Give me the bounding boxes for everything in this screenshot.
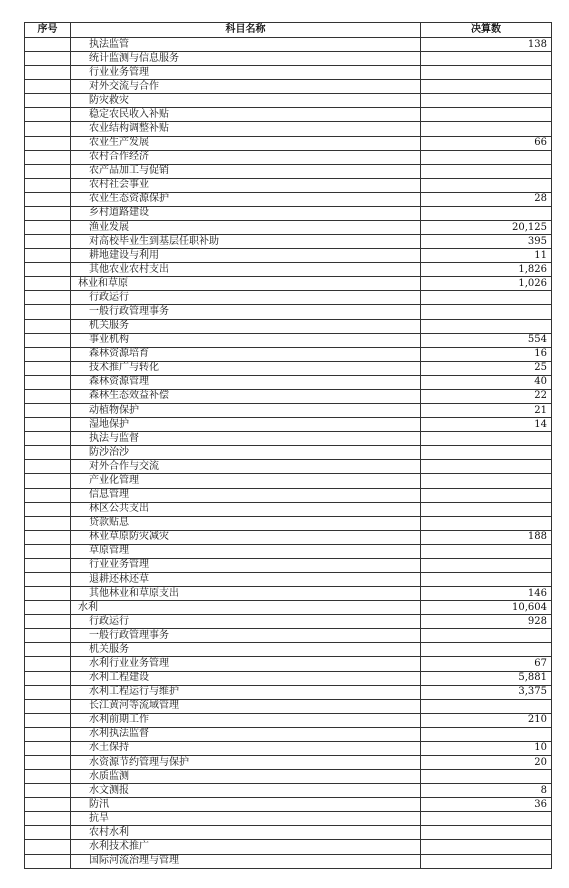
subject-name-cell: 水资源节约管理与保护 xyxy=(71,755,421,769)
table-row xyxy=(25,615,552,629)
final-amount-cell: 14 xyxy=(421,418,552,432)
subject-name-cell: 执法与监督 xyxy=(71,432,421,446)
subject-name-cell: 农村水利 xyxy=(71,826,421,840)
row-index-cell xyxy=(25,474,71,488)
subject-name-cell: 湿地保护 xyxy=(71,418,421,432)
table-row xyxy=(25,418,552,432)
final-amount-cell: 554 xyxy=(421,333,552,347)
table-row xyxy=(25,277,552,291)
row-index-cell xyxy=(25,150,71,164)
subject-name-cell: 执法监管 xyxy=(71,38,421,52)
final-amount-cell xyxy=(421,94,552,108)
final-amount-cell xyxy=(421,727,552,741)
row-index-cell xyxy=(25,840,71,854)
row-index-cell xyxy=(25,685,71,699)
row-index-cell xyxy=(25,615,71,629)
table-row xyxy=(25,108,552,122)
row-index-cell xyxy=(25,572,71,586)
row-index-cell xyxy=(25,361,71,375)
row-index-cell xyxy=(25,319,71,333)
row-index-cell xyxy=(25,375,71,389)
row-index-cell xyxy=(25,558,71,572)
row-index-cell xyxy=(25,305,71,319)
table-row xyxy=(25,235,552,249)
row-index-cell xyxy=(25,643,71,657)
final-amount-cell: 210 xyxy=(421,713,552,727)
subject-name-cell: 对外交流与合作 xyxy=(71,80,421,94)
subject-name-cell: 水利工程建设 xyxy=(71,671,421,685)
row-index-cell xyxy=(25,460,71,474)
row-index-cell xyxy=(25,446,71,460)
table-row xyxy=(25,587,552,601)
final-amount-cell: 395 xyxy=(421,235,552,249)
row-index-cell xyxy=(25,122,71,136)
table-row xyxy=(25,291,552,305)
final-amount-cell xyxy=(421,80,552,94)
final-amount-cell: 1,826 xyxy=(421,263,552,277)
subject-name-cell: 耕地建设与利用 xyxy=(71,249,421,263)
row-index-cell xyxy=(25,164,71,178)
subject-name-cell: 国际河流治理与管理 xyxy=(71,854,421,868)
row-index-cell xyxy=(25,66,71,80)
row-index-cell xyxy=(25,206,71,220)
final-amount-cell xyxy=(421,460,552,474)
table-row xyxy=(25,671,552,685)
table-row xyxy=(25,446,552,460)
row-index-cell xyxy=(25,235,71,249)
table-row xyxy=(25,404,552,418)
table-row xyxy=(25,206,552,220)
final-amount-cell: 21 xyxy=(421,404,552,418)
subject-name-cell: 林业和草原 xyxy=(71,277,421,291)
row-index-cell xyxy=(25,333,71,347)
row-index-cell xyxy=(25,404,71,418)
table-row xyxy=(25,601,552,615)
final-amount-cell xyxy=(421,291,552,305)
final-amount-cell xyxy=(421,122,552,136)
table-row xyxy=(25,502,552,516)
table-row xyxy=(25,544,552,558)
subject-name-cell: 技术推广与转化 xyxy=(71,361,421,375)
final-amount-cell xyxy=(421,770,552,784)
table-row xyxy=(25,657,552,671)
subject-name-cell: 防沙治沙 xyxy=(71,446,421,460)
table-row xyxy=(25,66,552,80)
final-amount-cell: 25 xyxy=(421,361,552,375)
final-amount-cell xyxy=(421,164,552,178)
subject-name-cell: 农村合作经济 xyxy=(71,150,421,164)
table-row xyxy=(25,432,552,446)
table-row xyxy=(25,713,552,727)
subject-name-cell: 渔业发展 xyxy=(71,221,421,235)
table-row xyxy=(25,727,552,741)
subject-name-cell: 事业机构 xyxy=(71,333,421,347)
final-amount-cell: 28 xyxy=(421,192,552,206)
table-row xyxy=(25,136,552,150)
subject-name-cell: 行政运行 xyxy=(71,291,421,305)
header-final-amount: 决算数 xyxy=(421,23,552,38)
subject-name-cell: 水利前期工作 xyxy=(71,713,421,727)
table-row xyxy=(25,319,552,333)
subject-name-cell: 防汛 xyxy=(71,798,421,812)
table-row xyxy=(25,460,552,474)
final-amount-cell xyxy=(421,854,552,868)
subject-name-cell: 行政运行 xyxy=(71,615,421,629)
row-index-cell xyxy=(25,52,71,66)
subject-name-cell: 退耕还林还草 xyxy=(71,572,421,586)
final-amount-cell xyxy=(421,66,552,80)
row-index-cell xyxy=(25,38,71,52)
table-row xyxy=(25,122,552,136)
table-row xyxy=(25,361,552,375)
table-row xyxy=(25,685,552,699)
table-row xyxy=(25,854,552,868)
table-row xyxy=(25,249,552,263)
subject-name-cell: 一般行政管理事务 xyxy=(71,305,421,319)
header-subject-name: 科目名称 xyxy=(71,23,421,38)
final-amount-cell: 1,026 xyxy=(421,277,552,291)
table-row xyxy=(25,192,552,206)
final-amount-cell: 928 xyxy=(421,615,552,629)
table-row xyxy=(25,826,552,840)
final-amount-cell xyxy=(421,52,552,66)
row-index-cell xyxy=(25,389,71,403)
final-amount-cell xyxy=(421,319,552,333)
subject-name-cell: 农村社会事业 xyxy=(71,178,421,192)
final-amount-cell xyxy=(421,150,552,164)
table-row xyxy=(25,572,552,586)
row-index-cell xyxy=(25,601,71,615)
table-row xyxy=(25,52,552,66)
final-amount-cell xyxy=(421,446,552,460)
subject-name-cell: 行业业务管理 xyxy=(71,558,421,572)
row-index-cell xyxy=(25,432,71,446)
final-amount-cell: 36 xyxy=(421,798,552,812)
subject-name-cell: 统计监测与信息服务 xyxy=(71,52,421,66)
table-row xyxy=(25,38,552,52)
row-index-cell xyxy=(25,277,71,291)
row-index-cell xyxy=(25,347,71,361)
row-index-cell xyxy=(25,755,71,769)
table-row xyxy=(25,784,552,798)
row-index-cell xyxy=(25,418,71,432)
subject-name-cell: 森林生态效益补偿 xyxy=(71,389,421,403)
final-amount-cell xyxy=(421,305,552,319)
row-index-cell xyxy=(25,530,71,544)
subject-name-cell: 水文测报 xyxy=(71,784,421,798)
row-index-cell xyxy=(25,488,71,502)
final-amount-cell xyxy=(421,474,552,488)
table-row xyxy=(25,164,552,178)
row-index-cell xyxy=(25,657,71,671)
final-amount-cell xyxy=(421,108,552,122)
subject-name-cell: 信息管理 xyxy=(71,488,421,502)
subject-name-cell: 农产品加工与促销 xyxy=(71,164,421,178)
final-amount-cell: 40 xyxy=(421,375,552,389)
row-index-cell xyxy=(25,671,71,685)
final-amount-cell xyxy=(421,502,552,516)
final-amount-cell xyxy=(421,629,552,643)
subject-name-cell: 其他林业和草原支出 xyxy=(71,587,421,601)
final-amount-cell xyxy=(421,840,552,854)
table-row xyxy=(25,263,552,277)
final-amount-cell: 67 xyxy=(421,657,552,671)
final-amount-cell xyxy=(421,812,552,826)
row-index-cell xyxy=(25,812,71,826)
row-index-cell xyxy=(25,502,71,516)
final-amount-cell xyxy=(421,572,552,586)
table-row xyxy=(25,840,552,854)
final-amount-cell xyxy=(421,643,552,657)
table-row xyxy=(25,347,552,361)
row-index-cell xyxy=(25,516,71,530)
row-index-cell xyxy=(25,136,71,150)
subject-name-cell: 长江黄河等流域管理 xyxy=(71,699,421,713)
table-row xyxy=(25,558,552,572)
table-row xyxy=(25,178,552,192)
subject-name-cell: 对高校毕业生到基层任职补助 xyxy=(71,235,421,249)
subject-name-cell: 抗旱 xyxy=(71,812,421,826)
row-index-cell xyxy=(25,249,71,263)
subject-name-cell: 防灾救灾 xyxy=(71,94,421,108)
final-amount-cell: 16 xyxy=(421,347,552,361)
table-row xyxy=(25,699,552,713)
subject-name-cell: 水利执法监督 xyxy=(71,727,421,741)
final-amount-cell xyxy=(421,432,552,446)
table-row xyxy=(25,812,552,826)
final-amount-cell xyxy=(421,488,552,502)
final-amount-cell: 5,881 xyxy=(421,671,552,685)
table-row xyxy=(25,643,552,657)
row-index-cell xyxy=(25,587,71,601)
subject-name-cell: 稳定农民收入补贴 xyxy=(71,108,421,122)
table-row xyxy=(25,221,552,235)
final-amount-cell: 146 xyxy=(421,587,552,601)
final-amount-cell xyxy=(421,699,552,713)
subject-name-cell: 水质监测 xyxy=(71,770,421,784)
table-row xyxy=(25,474,552,488)
table-row xyxy=(25,389,552,403)
row-index-cell xyxy=(25,727,71,741)
row-index-cell xyxy=(25,221,71,235)
final-amount-cell: 11 xyxy=(421,249,552,263)
final-amount-cell xyxy=(421,516,552,530)
final-amount-cell: 22 xyxy=(421,389,552,403)
row-index-cell xyxy=(25,798,71,812)
final-amount-cell: 20 xyxy=(421,755,552,769)
table-header-row xyxy=(25,23,552,38)
row-index-cell xyxy=(25,108,71,122)
table-row xyxy=(25,755,552,769)
subject-name-cell: 机关服务 xyxy=(71,643,421,657)
final-amount-cell xyxy=(421,178,552,192)
final-amount-cell xyxy=(421,206,552,220)
table-row xyxy=(25,305,552,319)
subject-name-cell: 机关服务 xyxy=(71,319,421,333)
table-row xyxy=(25,770,552,784)
final-amount-cell: 8 xyxy=(421,784,552,798)
subject-name-cell: 一般行政管理事务 xyxy=(71,629,421,643)
subject-name-cell: 水土保持 xyxy=(71,741,421,755)
row-index-cell xyxy=(25,741,71,755)
header-index: 序号 xyxy=(25,23,71,38)
subject-name-cell: 产业化管理 xyxy=(71,474,421,488)
subject-name-cell: 草原管理 xyxy=(71,544,421,558)
row-index-cell xyxy=(25,544,71,558)
row-index-cell xyxy=(25,699,71,713)
row-index-cell xyxy=(25,770,71,784)
table-row xyxy=(25,516,552,530)
final-amount-cell xyxy=(421,544,552,558)
final-amount-cell: 188 xyxy=(421,530,552,544)
subject-name-cell: 农业生产发展 xyxy=(71,136,421,150)
final-amount-cell: 138 xyxy=(421,38,552,52)
subject-name-cell: 对外合作与交流 xyxy=(71,460,421,474)
row-index-cell xyxy=(25,784,71,798)
subject-name-cell: 森林资源管理 xyxy=(71,375,421,389)
row-index-cell xyxy=(25,94,71,108)
table-row xyxy=(25,150,552,164)
final-amount-cell: 10,604 xyxy=(421,601,552,615)
row-index-cell xyxy=(25,854,71,868)
table-row xyxy=(25,94,552,108)
subject-name-cell: 水利工程运行与维护 xyxy=(71,685,421,699)
table-row xyxy=(25,375,552,389)
final-amount-cell: 20,125 xyxy=(421,221,552,235)
final-amount-cell: 3,375 xyxy=(421,685,552,699)
table-body xyxy=(25,38,552,869)
row-index-cell xyxy=(25,192,71,206)
table-row xyxy=(25,629,552,643)
final-amount-cell: 66 xyxy=(421,136,552,150)
subject-name-cell: 农业结构调整补贴 xyxy=(71,122,421,136)
subject-name-cell: 水利技术推广 xyxy=(71,840,421,854)
table-row xyxy=(25,333,552,347)
subject-name-cell: 森林资源培育 xyxy=(71,347,421,361)
row-index-cell xyxy=(25,713,71,727)
subject-name-cell: 林区公共支出 xyxy=(71,502,421,516)
row-index-cell xyxy=(25,80,71,94)
budget-table xyxy=(24,22,552,869)
row-index-cell xyxy=(25,263,71,277)
subject-name-cell: 林业草原防灾减灾 xyxy=(71,530,421,544)
row-index-cell xyxy=(25,178,71,192)
table-row xyxy=(25,530,552,544)
final-amount-cell xyxy=(421,826,552,840)
table-row xyxy=(25,80,552,94)
final-amount-cell: 10 xyxy=(421,741,552,755)
subject-name-cell: 农业生态资源保护 xyxy=(71,192,421,206)
subject-name-cell: 水利 xyxy=(71,601,421,615)
table-row xyxy=(25,488,552,502)
row-index-cell xyxy=(25,291,71,305)
subject-name-cell: 贷款贴息 xyxy=(71,516,421,530)
table-row xyxy=(25,798,552,812)
subject-name-cell: 行业业务管理 xyxy=(71,66,421,80)
subject-name-cell: 动植物保护 xyxy=(71,404,421,418)
subject-name-cell: 其他农业农村支出 xyxy=(71,263,421,277)
table-row xyxy=(25,741,552,755)
subject-name-cell: 乡村道路建设 xyxy=(71,206,421,220)
final-amount-cell xyxy=(421,558,552,572)
row-index-cell xyxy=(25,629,71,643)
row-index-cell xyxy=(25,826,71,840)
subject-name-cell: 水利行业业务管理 xyxy=(71,657,421,671)
